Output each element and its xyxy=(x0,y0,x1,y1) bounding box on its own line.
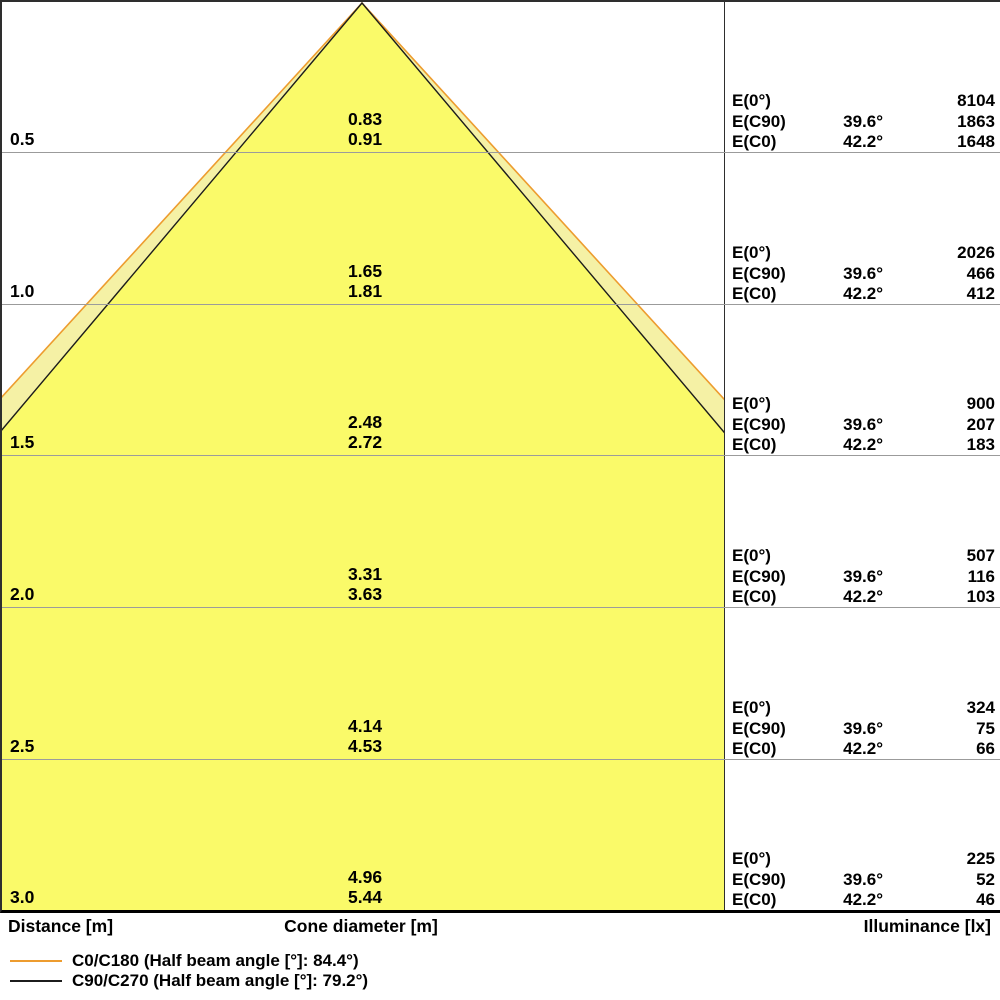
half-beam-angle-value: 42.2° xyxy=(843,435,883,454)
table-row xyxy=(732,849,995,870)
illuminance-value: 466 xyxy=(966,263,995,283)
half-beam-angle-value: 39.6° xyxy=(843,566,883,586)
half-beam-angle-value: 39.6° xyxy=(843,111,883,131)
distance-tick-label: 1.0 xyxy=(10,281,35,301)
illuminance-plane-label: E(0°) xyxy=(732,91,771,110)
table-row xyxy=(732,243,995,264)
distance-tick-label: 0.5 xyxy=(10,129,35,149)
legend-line-swatch xyxy=(10,960,62,962)
illuminance-plane-label: E(C0) xyxy=(732,890,777,909)
cone-diameter-value: 4.96 xyxy=(348,867,383,887)
cone-diameter-values xyxy=(348,716,382,756)
illuminance-value: 103 xyxy=(966,587,995,606)
table-divider-line xyxy=(724,2,725,910)
distance-tick-label: 2.5 xyxy=(10,736,35,756)
cone-diameter-value: 1.81 xyxy=(348,281,383,301)
table-row xyxy=(732,394,995,415)
distance-tick-label: 3.0 xyxy=(10,887,35,907)
illuminance-value: 900 xyxy=(966,394,995,413)
half-beam-angle-value: 39.6° xyxy=(843,414,883,434)
distance-axis-title: Distance [m] xyxy=(8,916,114,936)
illuminance-value: 207 xyxy=(966,414,995,434)
cone-diameter-value: 3.63 xyxy=(348,584,383,604)
half-beam-angle-value: 39.6° xyxy=(843,718,883,738)
illuminance-plane-label: E(C0) xyxy=(732,739,777,758)
illuminance-value: 324 xyxy=(966,698,995,717)
half-beam-angle-value: 42.2° xyxy=(843,587,883,606)
half-beam-angle-value: 42.2° xyxy=(843,890,883,909)
half-beam-angle-value: 39.6° xyxy=(843,263,883,283)
illuminance-plane-label: E(C90) xyxy=(732,718,786,738)
illuminance-block xyxy=(732,849,995,911)
illuminance-value: 8104 xyxy=(957,91,995,110)
illuminance-block xyxy=(732,394,995,456)
illuminance-value: 412 xyxy=(966,284,995,303)
cone-diameter-value: 5.44 xyxy=(348,887,383,907)
table-row xyxy=(732,132,995,153)
cone-diameter-value: 2.48 xyxy=(348,412,383,432)
half-beam-angle-value: 42.2° xyxy=(843,284,883,303)
illuminance-value: 183 xyxy=(966,435,995,454)
illuminance-plane-label: E(0°) xyxy=(732,546,771,565)
illuminance-value: 507 xyxy=(966,546,995,565)
cone-diameter-values xyxy=(348,261,382,301)
illuminance-value: 52 xyxy=(976,869,995,889)
illuminance-value: 225 xyxy=(966,849,995,868)
illuminance-plane-label: E(C0) xyxy=(732,284,777,303)
illuminance-plane-label: E(0°) xyxy=(732,394,771,413)
illuminance-block xyxy=(732,698,995,760)
illuminance-plane-label: E(0°) xyxy=(732,698,771,717)
half-beam-angle-value: 39.6° xyxy=(843,869,883,889)
legend-label: C0/C180 (Half beam angle [°]: 84.4°) xyxy=(72,951,359,970)
illuminance-value: 66 xyxy=(976,739,995,758)
illuminance-plane-label: E(C90) xyxy=(732,869,786,889)
table-row xyxy=(732,890,995,911)
cone-diameter-axis-title: Cone diameter [m] xyxy=(284,916,438,936)
distance-tick-label: 1.5 xyxy=(10,432,35,452)
cone-diameter-value: 0.91 xyxy=(348,129,383,149)
table-row xyxy=(732,91,995,112)
legend-item xyxy=(10,951,368,971)
illuminance-plane-label: E(C90) xyxy=(732,263,786,283)
illuminance-plane-label: E(C90) xyxy=(732,566,786,586)
illuminance-plane-label: E(C0) xyxy=(732,132,777,151)
table-row xyxy=(732,284,995,305)
cone-diameter-value: 0.83 xyxy=(348,109,383,129)
table-row xyxy=(732,112,995,133)
table-row xyxy=(732,698,995,719)
illuminance-plane-label: E(0°) xyxy=(732,849,771,868)
legend-item xyxy=(10,971,368,991)
illuminance-plane-label: E(C0) xyxy=(732,587,777,606)
illuminance-block xyxy=(732,546,995,608)
illuminance-value: 2026 xyxy=(957,243,995,262)
illuminance-block xyxy=(732,91,995,153)
distance-tick-label: 2.0 xyxy=(10,584,35,604)
legend-line-swatch xyxy=(10,980,62,982)
axis-titles xyxy=(0,916,1000,938)
cone-diameter-values xyxy=(348,564,382,604)
cone-diameter-value: 1.65 xyxy=(348,261,383,281)
illuminance-block xyxy=(732,243,995,305)
table-row xyxy=(732,435,995,456)
illuminance-plane-label: E(C0) xyxy=(732,435,777,454)
illuminance-value: 75 xyxy=(976,718,995,738)
illuminance-value: 1863 xyxy=(957,111,995,131)
table-row xyxy=(732,719,995,740)
illuminance-plane-label: E(0°) xyxy=(732,243,771,262)
half-beam-angle-value: 42.2° xyxy=(843,132,883,151)
cone-diameter-value: 3.31 xyxy=(348,564,383,584)
cone-diameter-values xyxy=(348,109,382,149)
illuminance-value: 1648 xyxy=(957,132,995,151)
illuminance-axis-title: Illuminance [lx] xyxy=(863,916,991,936)
cone-diameter-value: 2.72 xyxy=(348,432,383,452)
illuminance-plane-label: E(C90) xyxy=(732,414,786,434)
cone-diameter-values xyxy=(348,867,382,907)
cone-diameter-value: 4.14 xyxy=(348,716,383,736)
cone-diameter-values xyxy=(348,412,382,452)
table-row xyxy=(732,264,995,285)
table-row xyxy=(732,415,995,436)
cone-diameter-value: 4.53 xyxy=(348,736,383,756)
legend xyxy=(10,951,368,991)
illuminance-plane-label: E(C90) xyxy=(732,111,786,131)
illuminance-value: 46 xyxy=(976,890,995,909)
legend-label: C90/C270 (Half beam angle [°]: 79.2°) xyxy=(72,971,369,990)
table-row xyxy=(732,587,995,608)
table-row xyxy=(732,546,995,567)
table-row xyxy=(732,739,995,760)
table-row xyxy=(732,567,995,588)
table-row xyxy=(732,870,995,891)
illuminance-value: 116 xyxy=(967,566,995,586)
half-beam-angle-value: 42.2° xyxy=(843,739,883,758)
